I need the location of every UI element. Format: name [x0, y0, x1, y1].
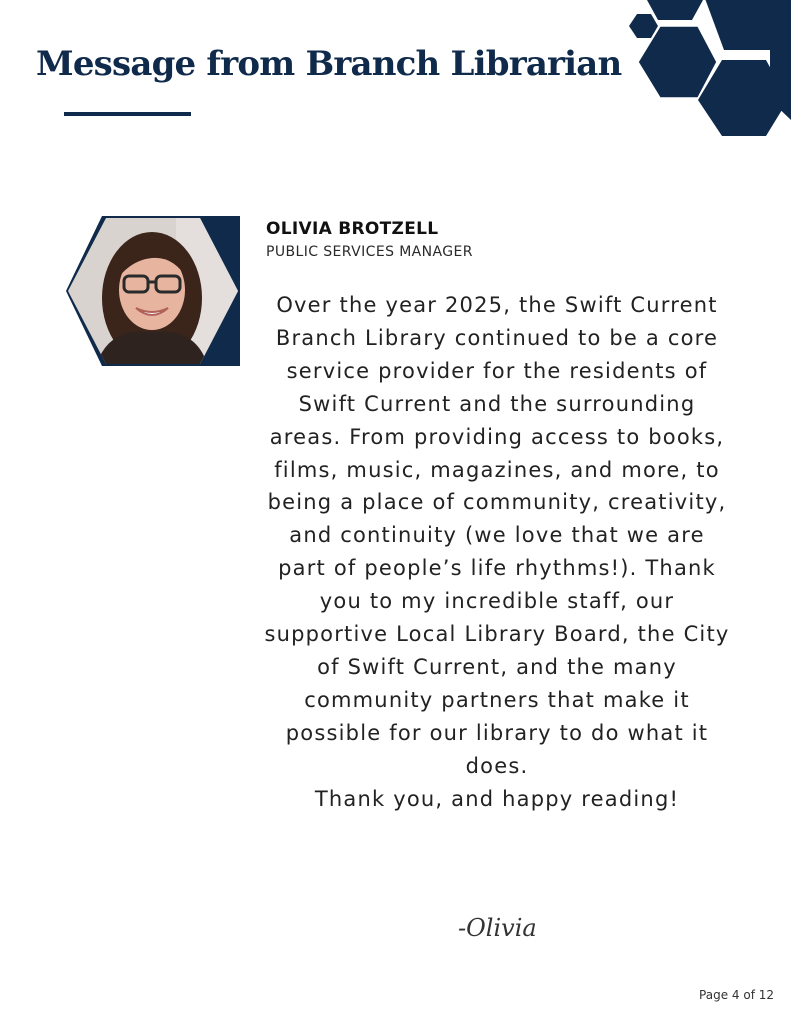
hexagon-top: [647, 0, 703, 20]
page-title: Message from Branch Librarian: [36, 44, 622, 84]
signature: -Olivia: [458, 914, 537, 942]
message-paragraph: Over the year 2025, the Swift Current Branch Library continued to be a core service provider for the residents of Swift Current and the surrounding areas. From providing access to books, films, music, magazines, and more, to being a place of community, creativity, and continuity (we love that we are part of people’s life rhythms!). Thank you to my incredible staff, our supportive Local Library Board, the City of Swift Current, and the many community partners that make it possible for our library to do what it does.: [264, 293, 730, 778]
page-number: Page 4 of 12: [699, 988, 774, 1002]
author-role: PUBLIC SERVICES MANAGER: [266, 244, 473, 260]
author-portrait: [66, 216, 240, 366]
hexagon-small: [629, 14, 658, 38]
author-name: OLIVIA BROTZELL: [266, 219, 439, 239]
message-body: [262, 289, 732, 816]
title-underline: [64, 112, 191, 116]
hexagon-decoration: [620, 0, 791, 140]
message-closing: Thank you, and happy reading!: [314, 786, 680, 811]
